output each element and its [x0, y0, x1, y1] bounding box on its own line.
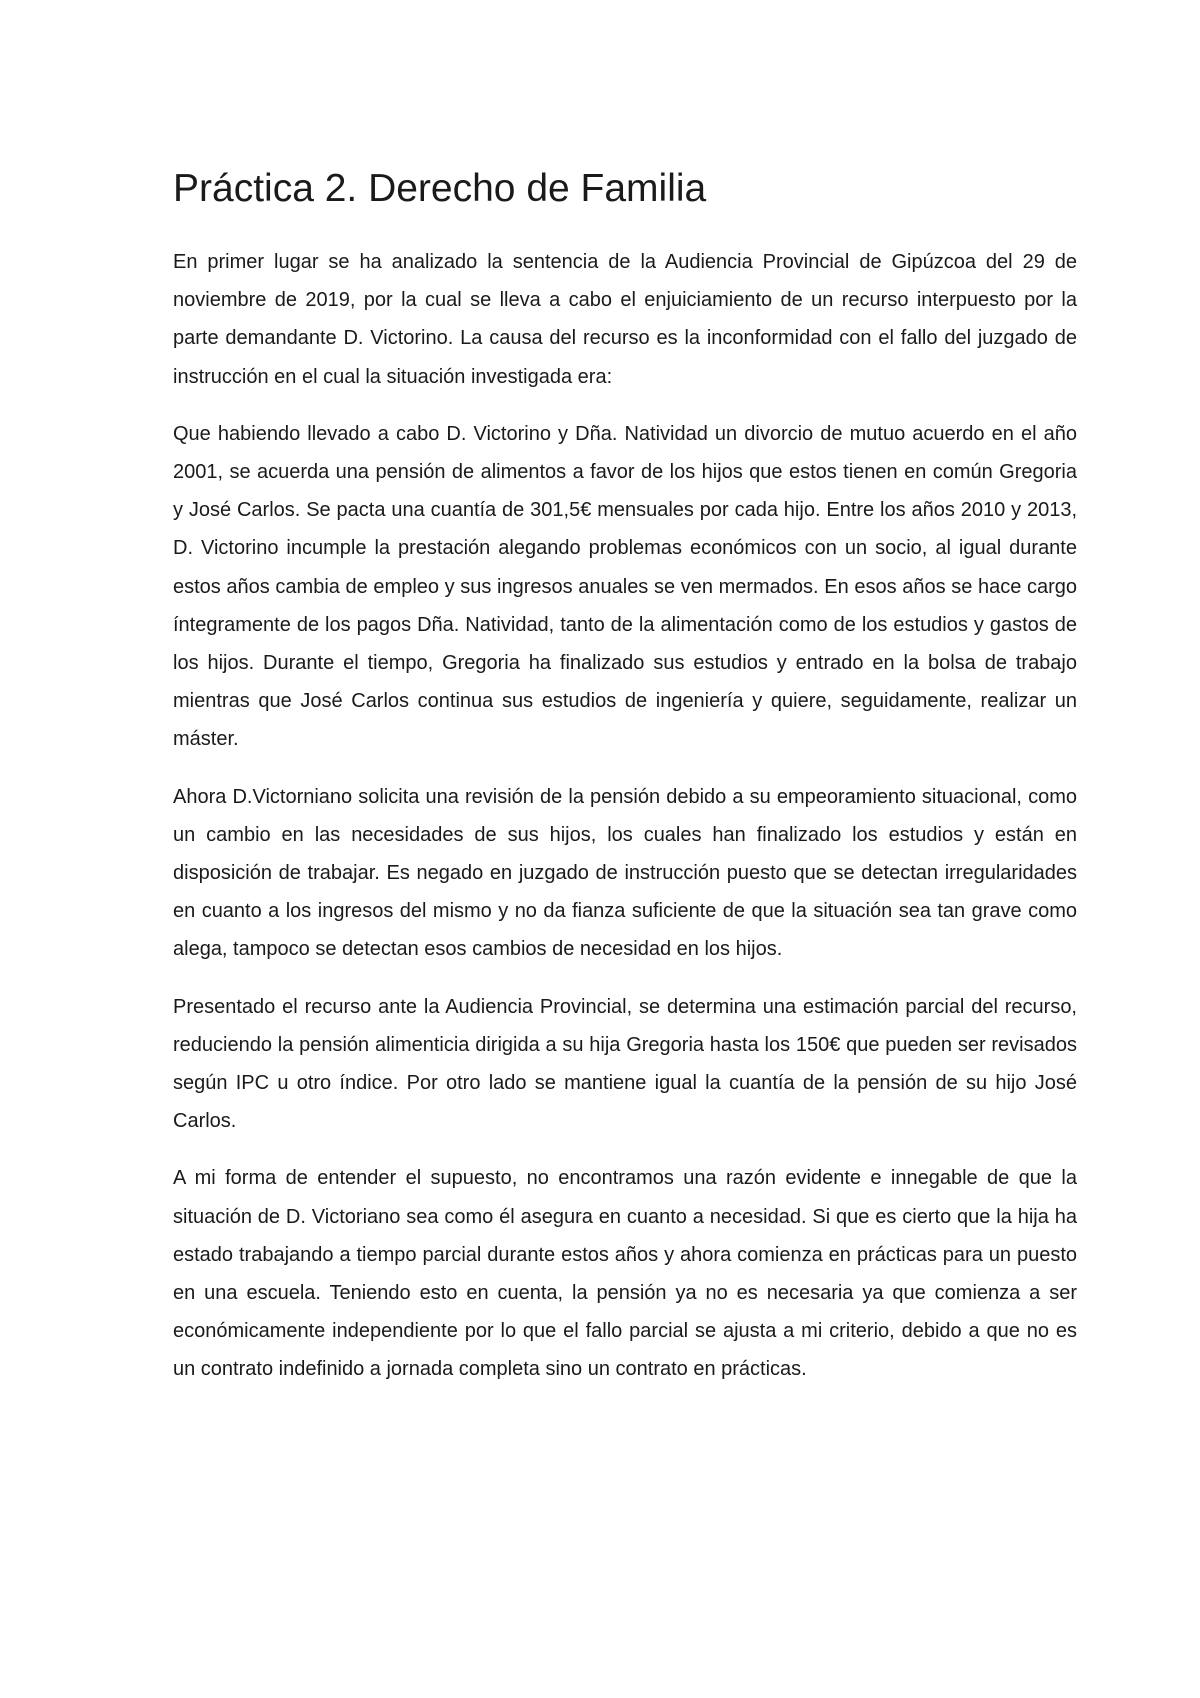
- document-body: [173, 163, 1077, 1408]
- paragraph-2: Que habiendo llevado a cabo D. Victorino y Dña. Natividad un divorcio de mutuo acuerdo en el año 2001, se acuerda una pensión de alimentos a favor de los hijos que estos tienen en común Gregoria y José Carlos. Se pacta una cuantía de 301,5€ mensuales por cada hijo. Entre los años 2010 y 2013, D. Victorino incumple la prestación alegando problemas económicos con un socio, al igual durante estos años cambia de empleo y sus ingresos anuales se ven mermados. En esos años se hace cargo íntegramente de los pagos Dña. Natividad, tanto de la alimentación como de los estudios y gastos de los hijos. Durante el tiempo, Gregoria ha finalizado sus estudios y entrado en la bolsa de trabajo mientras que José Carlos continua sus estudios de ingeniería y quiere, seguidamente, realizar un máster.: [173, 422, 1077, 751]
- paragraph-1: En primer lugar se ha analizado la sentencia de la Audiencia Provincial de Gipúzcoa del 29 de noviembre de 2019, por la cual se lleva a cabo el enjuiciamiento de un recurso interpuesto por la parte demandante D. Victorino. La causa del recurso es la inconformidad con el fallo del juzgado de instrucción en el cual la situación investigada era:: [173, 251, 1077, 388]
- paragraph-4: Presentado el recurso ante la Audiencia Provincial, se determina una estimación parcial del recurso, reduciendo la pensión alimenticia dirigida a su hija Gregoria hasta los 150€ que pueden ser revisados según IPC u otro índice. Por otro lado se mantiene igual la cuantía de la pensión de su hijo José Carlos.: [173, 995, 1077, 1133]
- paragraph-5: A mi forma de entender el supuesto, no encontramos una razón evidente e innegable de que la situación de D. Victoriano sea como él asegura en cuanto a necesidad. Si que es cierto que la hija ha estado trabajando a tiempo parcial durante estos años y ahora comienza en prácticas para un puesto en una escuela. Teniendo esto en cuenta, la pensión ya no es necesaria ya que comienza a ser económicamente independiente por lo que el fallo parcial se ajusta a mi criterio, debido a que no es un contrato indefinido a jornada completa sino un contrato en prácticas.: [173, 1167, 1077, 1381]
- document-title: Práctica 2. Derecho de Familia: [173, 167, 707, 210]
- paragraph-3: Ahora D.Victorniano solicita una revisión de la pensión debido a su empeoramiento situacional, como un cambio en las necesidades de sus hijos, los cuales han finalizado los estudios y están en disposición de trabajar. Es negado en juzgado de instrucción puesto que se detectan irregularidades en cuanto a los ingresos del mismo y no da fianza suficiente de que la situación sea tan grave como alega, tampoco se detectan esos cambios de necesidad en los hijos.: [173, 785, 1077, 961]
